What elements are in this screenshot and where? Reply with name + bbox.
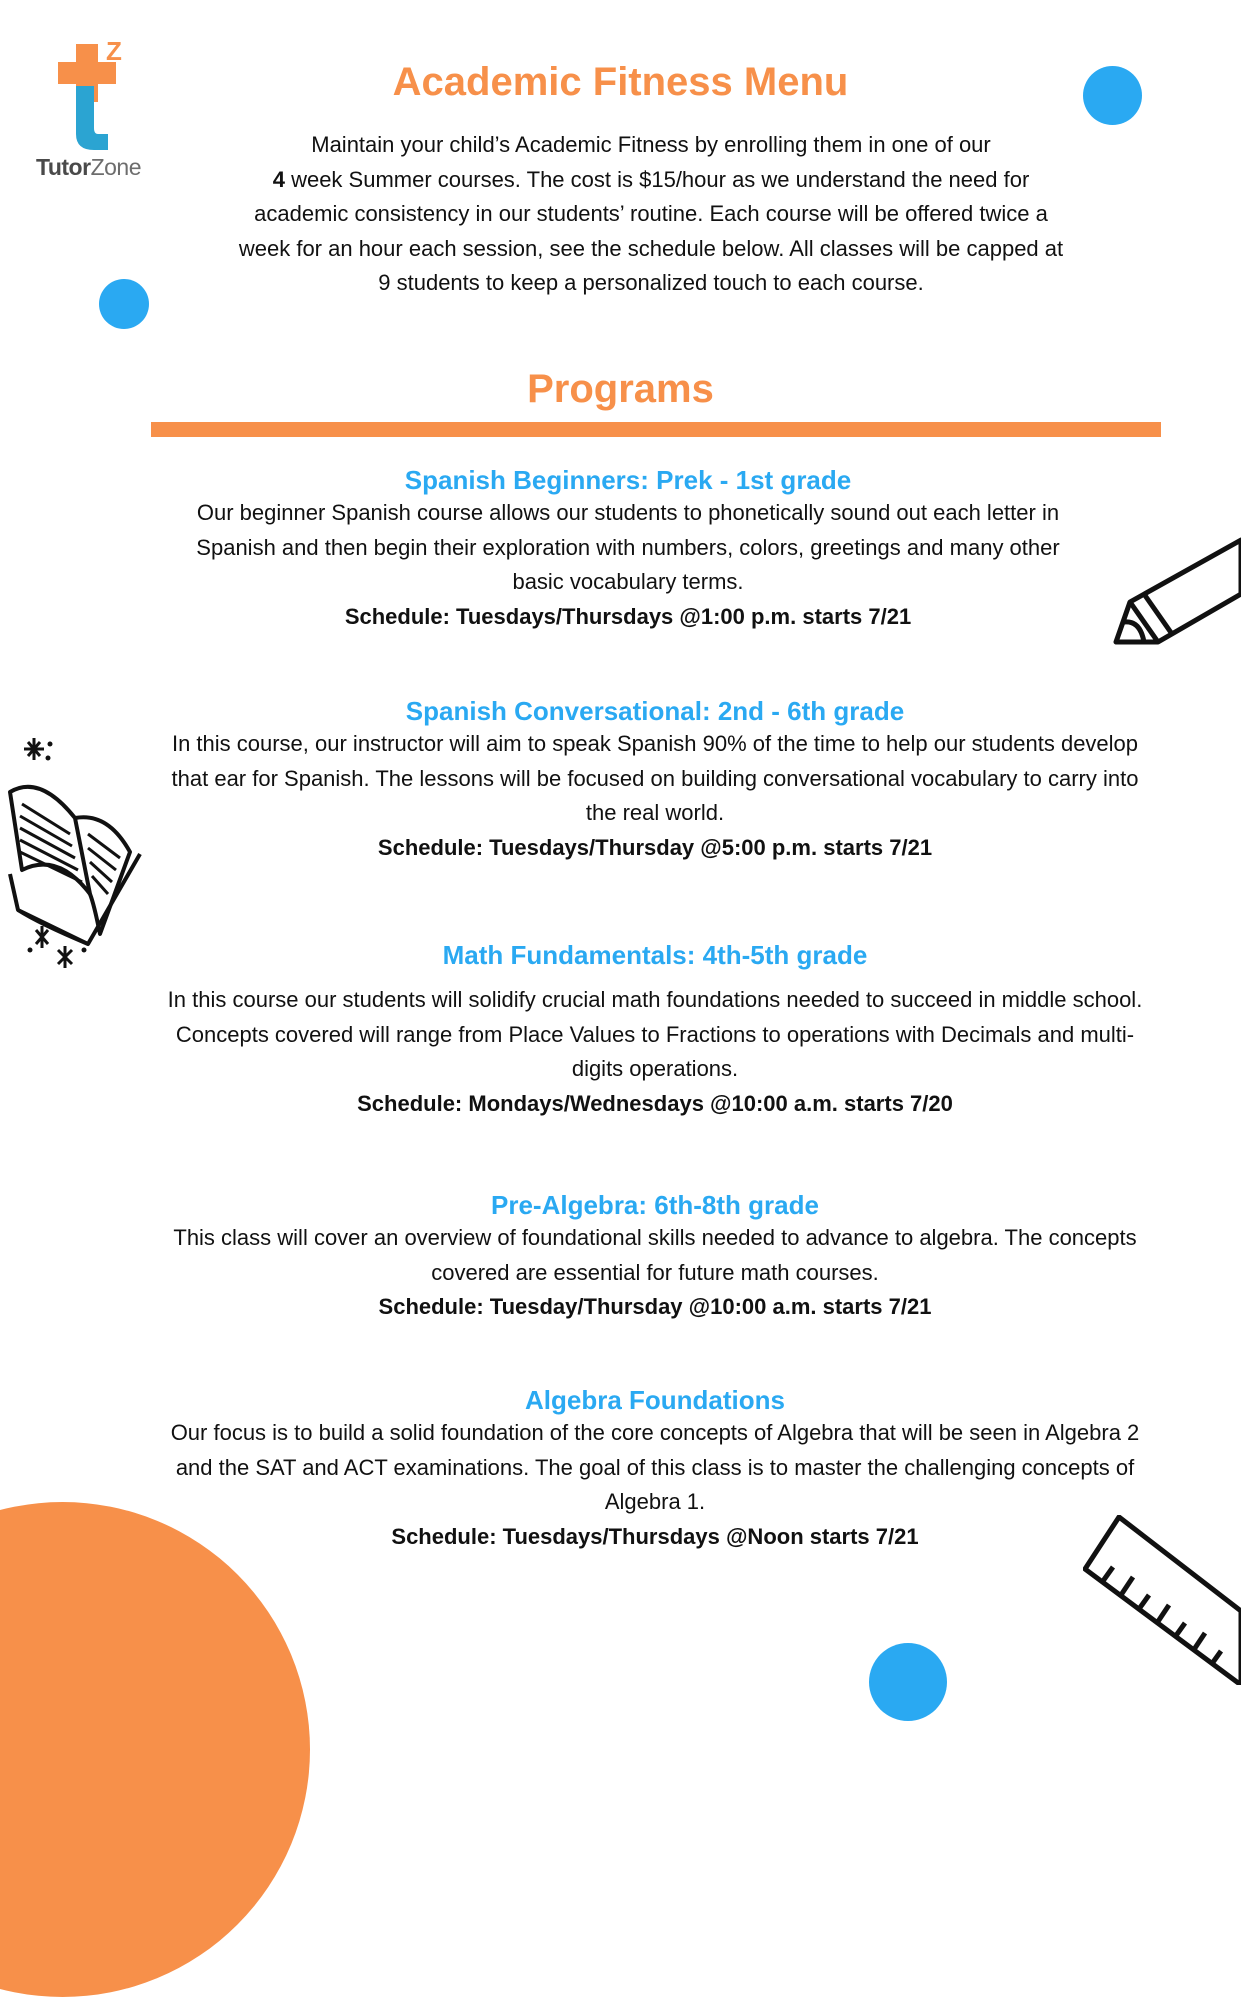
program-title: Spanish Conversational: 2nd - 6th grade bbox=[405, 696, 905, 726]
programs-heading: Programs bbox=[527, 367, 714, 411]
logo-wordmark bbox=[36, 154, 141, 181]
logo-bold: Tutor bbox=[36, 154, 91, 180]
program-algebra-foundations bbox=[165, 1384, 1145, 1554]
program-schedule: Schedule: Tuesdays/Thursday @5:00 p.m. starts 7/21 bbox=[377, 834, 933, 860]
program-schedule: Schedule: Mondays/Wednesdays @10:00 a.m. starts 7/20 bbox=[357, 1090, 953, 1116]
program-math-fundamentals bbox=[155, 939, 1155, 1121]
ruler-icon bbox=[1083, 1515, 1241, 1685]
program-description: Our beginner Spanish course allows our students to phonetically sound out each letter in Spanish and then begin their exploration with numbers, colors, greetings and many other basic vocabulary terms. bbox=[196, 500, 1060, 594]
logo-z-mark: Z bbox=[106, 36, 122, 66]
program-description: In this course our students will solidify crucial math foundations needed to succeed in middle school. Concepts covered will range from Place Values to Fractions to operations with Decimals and multi-digits operations. bbox=[167, 987, 1143, 1081]
decor-circle-bottom bbox=[869, 1643, 947, 1721]
program-spanish-beginners bbox=[170, 464, 1086, 634]
logo-light: Zone bbox=[90, 154, 141, 180]
program-title: Algebra Foundations bbox=[525, 1385, 785, 1415]
program-schedule: Schedule: Tuesday/Thursday @10:00 a.m. starts 7/21 bbox=[378, 1294, 932, 1319]
program-spanish-conversational bbox=[160, 695, 1150, 865]
program-description: This class will cover an overview of foundational skills needed to advance to algebra. The concepts covered are essential for future math courses. bbox=[173, 1225, 1137, 1285]
pencil-icon bbox=[1110, 530, 1241, 650]
section-divider bbox=[151, 422, 1161, 437]
program-title: Spanish Beginners: Prek - 1st grade bbox=[404, 465, 852, 495]
program-pre-algebra bbox=[165, 1189, 1145, 1325]
intro-paragraph bbox=[236, 128, 1066, 301]
program-schedule: Schedule: Tuesdays/Thursdays @1:00 p.m. starts 7/21 bbox=[344, 603, 912, 629]
page-title: Academic Fitness Menu bbox=[392, 60, 849, 104]
program-title: Math Fundamentals: 4th-5th grade bbox=[442, 940, 868, 970]
decor-orange-circle bbox=[0, 1502, 310, 1997]
decor-circle-left bbox=[99, 279, 149, 329]
program-schedule: Schedule: Tuesdays/Thursdays @Noon starts 7/21 bbox=[391, 1523, 919, 1549]
intro-bold-number: 4 bbox=[272, 166, 285, 192]
open-book-icon bbox=[0, 734, 145, 970]
intro-text-1: Maintain your child’s Academic Fitness by enrolling them in one of our bbox=[311, 132, 991, 157]
program-description: Our focus is to build a solid foundation of the core concepts of Algebra that will be seen in Algebra 2 and the SAT and ACT examinations. The goal of this class is to master the challenging concepts of Algebra 1. bbox=[170, 1420, 1140, 1514]
program-title: Pre-Algebra: 6th-8th grade bbox=[491, 1190, 819, 1220]
intro-text-2: week Summer courses. The cost is $15/hour as we understand the need for academic consistency in our students’ routine. Each course will be offered twice a week for an hour each session, see the schedule below. All classes will be capped at 9 students to keep a personalized touch to each course. bbox=[238, 166, 1064, 295]
program-description: In this course, our instructor will aim to speak Spanish 90% of the time to help our students develop that ear for Spanish. The lessons will be focused on building conversational vocabulary to carry into the real world. bbox=[171, 731, 1139, 825]
